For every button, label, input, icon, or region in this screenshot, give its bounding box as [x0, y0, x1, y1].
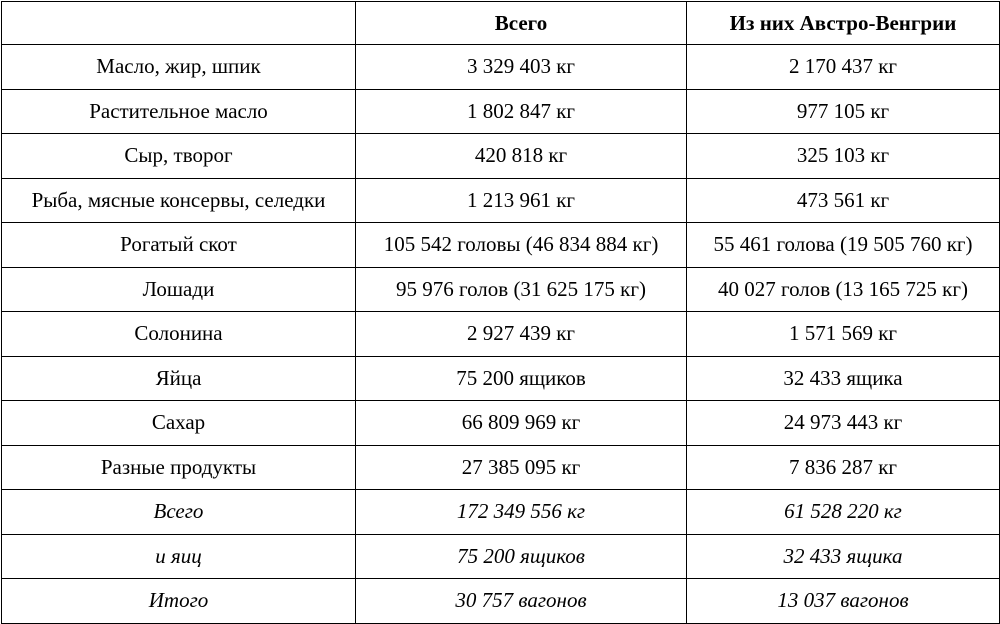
product-cell: Масло, жир, шпик: [2, 45, 356, 90]
food-exports-table: [1, 1, 1000, 624]
product-cell: Сыр, творог: [2, 134, 356, 179]
total-row-weight: [2, 490, 1000, 535]
austria-hungary-cell: 473 561 кг: [687, 178, 1000, 223]
total-cell: 66 809 969 кг: [356, 401, 687, 446]
austria-hungary-cell: 24 973 443 кг: [687, 401, 1000, 446]
table-row: [2, 445, 1000, 490]
header-austria-hungary: Из них Австро-Венгрии: [687, 2, 1000, 45]
table-row: [2, 401, 1000, 446]
austria-hungary-cell: 61 528 220 кг: [687, 490, 1000, 535]
total-cell: 2 927 439 кг: [356, 312, 687, 357]
austria-hungary-cell: 1 571 569 кг: [687, 312, 1000, 357]
total-row-eggs: [2, 534, 1000, 579]
austria-hungary-cell: 7 836 287 кг: [687, 445, 1000, 490]
austria-hungary-cell: 32 433 ящика: [687, 356, 1000, 401]
product-cell: Сахар: [2, 401, 356, 446]
total-label-cell: Итого: [2, 579, 356, 624]
table-row: [2, 312, 1000, 357]
total-cell: 172 349 556 кг: [356, 490, 687, 535]
austria-hungary-cell: 55 461 голова (19 505 760 кг): [687, 223, 1000, 268]
header-total: Всего: [356, 2, 687, 45]
austria-hungary-cell: 13 037 вагонов: [687, 579, 1000, 624]
product-cell: Рыба, мясные консервы, селедки: [2, 178, 356, 223]
total-cell: 95 976 голов (31 625 175 кг): [356, 267, 687, 312]
total-label-cell: Всего: [2, 490, 356, 535]
austria-hungary-cell: 977 105 кг: [687, 89, 1000, 134]
product-cell: Яйца: [2, 356, 356, 401]
austria-hungary-cell: 2 170 437 кг: [687, 45, 1000, 90]
header-row: [2, 2, 1000, 45]
table-row: [2, 267, 1000, 312]
total-cell: 27 385 095 кг: [356, 445, 687, 490]
product-cell: Растительное масло: [2, 89, 356, 134]
total-cell: 1 213 961 кг: [356, 178, 687, 223]
product-cell: Рогатый скот: [2, 223, 356, 268]
total-label-cell: и яиц: [2, 534, 356, 579]
table-row: [2, 89, 1000, 134]
total-cell: 30 757 вагонов: [356, 579, 687, 624]
table-row: [2, 356, 1000, 401]
product-cell: Лошади: [2, 267, 356, 312]
grand-total-row: [2, 579, 1000, 624]
table-row: [2, 134, 1000, 179]
total-cell: 75 200 ящиков: [356, 534, 687, 579]
total-cell: 1 802 847 кг: [356, 89, 687, 134]
table-row: [2, 45, 1000, 90]
austria-hungary-cell: 40 027 голов (13 165 725 кг): [687, 267, 1000, 312]
total-cell: 3 329 403 кг: [356, 45, 687, 90]
product-cell: Разные продукты: [2, 445, 356, 490]
table-row: [2, 178, 1000, 223]
product-cell: Солонина: [2, 312, 356, 357]
total-cell: 105 542 головы (46 834 884 кг): [356, 223, 687, 268]
header-empty: [2, 2, 356, 45]
total-cell: 75 200 ящиков: [356, 356, 687, 401]
table-row: [2, 223, 1000, 268]
austria-hungary-cell: 325 103 кг: [687, 134, 1000, 179]
total-cell: 420 818 кг: [356, 134, 687, 179]
austria-hungary-cell: 32 433 ящика: [687, 534, 1000, 579]
